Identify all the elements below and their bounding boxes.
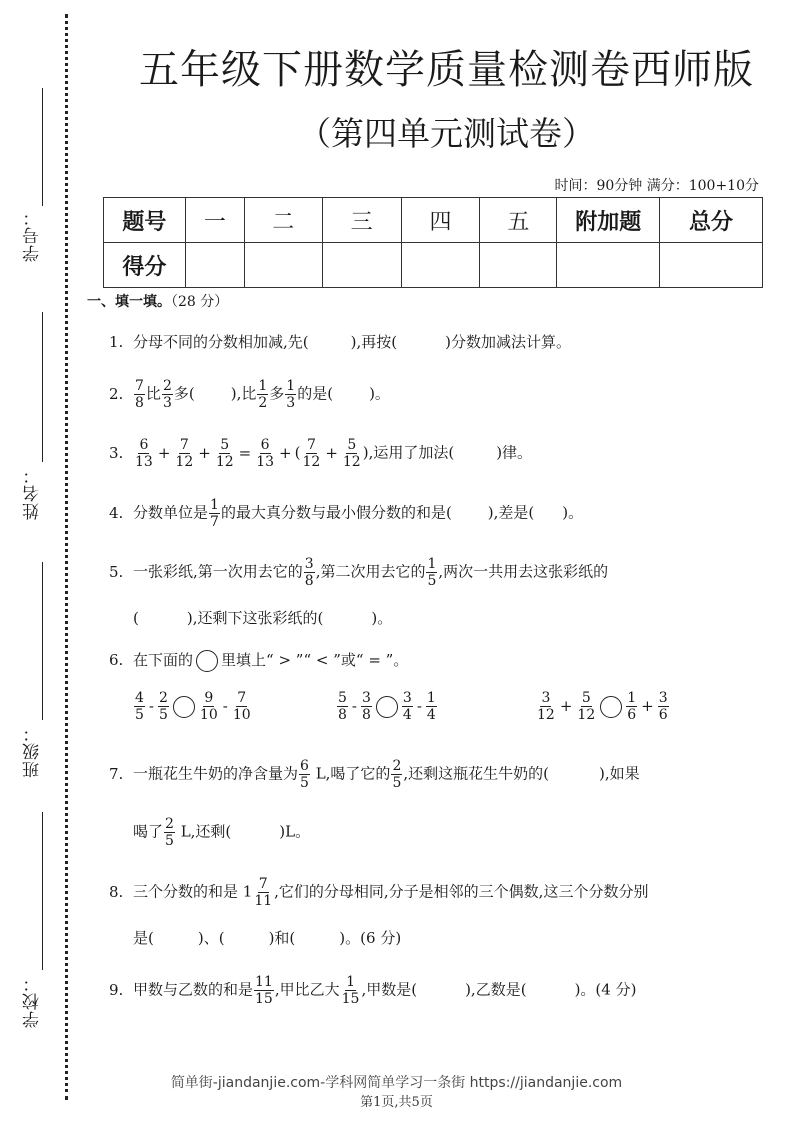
score-cell[interactable]	[185, 243, 244, 288]
question-number: 2.	[109, 384, 124, 403]
school-line[interactable]	[42, 812, 43, 970]
question-8-cont	[109, 926, 401, 950]
text: 的是(	[297, 384, 334, 403]
text: ),如果	[598, 764, 640, 783]
text: 比	[145, 384, 161, 403]
text: 多(	[173, 384, 195, 403]
text: L,喝了它的	[310, 764, 391, 783]
class-label: 班级：	[23, 724, 43, 778]
text: 三个分数的和是 1	[133, 882, 253, 901]
plus-sign: +	[157, 443, 171, 462]
header-cell: 一	[185, 198, 244, 243]
score-cell[interactable]	[244, 243, 322, 288]
cut-line	[65, 14, 68, 1100]
plus-sign: +	[325, 443, 338, 462]
compare-item-1: $\frac{4}{5}$ - $\frac{2}{5}$ $\frac{9}{10}$ - $\frac{7}{10}$	[135, 690, 251, 723]
question-number: 4.	[109, 503, 124, 522]
class-line[interactable]	[42, 562, 43, 720]
text: )分数加减法计算。	[445, 333, 571, 351]
text: ),再按(	[350, 333, 398, 351]
text: ),乙数是(	[465, 980, 527, 999]
question-2	[109, 378, 390, 411]
question-number: 9.	[109, 980, 124, 999]
fraction: $\frac{7}{12}$	[302, 437, 321, 470]
name-line[interactable]	[42, 312, 43, 462]
section-points: （28 分）	[171, 294, 229, 310]
text: 一张彩纸,第一次用去它的	[133, 562, 303, 581]
page-number: 第1页,共5页	[360, 1095, 433, 1110]
text: 里填上“ > ”“ < ”或“ = ”。	[221, 651, 409, 669]
paren: (	[294, 443, 301, 462]
plus-sign: +	[279, 443, 292, 462]
fraction: $\frac{3}{8}$	[304, 556, 314, 589]
fraction: $\frac{2}{3}$	[162, 378, 172, 411]
question-9: 9. 甲数与乙数的和是 $\frac{11}{15}$ ,甲比乙大 $\frac{1}{15}$ ,甲数是( ),乙数是( )。(4 分)	[109, 974, 637, 1007]
text: ,甲比乙大	[274, 980, 340, 999]
text: L,还剩(	[175, 822, 232, 841]
question-number: 5.	[109, 562, 124, 581]
question-6	[109, 648, 408, 672]
fraction: $\frac{1}{5}$	[427, 556, 437, 589]
text: ,还剩这瓶花生牛奶的(	[403, 764, 549, 783]
text: )律。	[496, 443, 533, 462]
header-cell: 二	[244, 198, 322, 243]
text: )。(4 分)	[574, 980, 637, 999]
text: )。	[562, 503, 584, 522]
fraction: $\frac{1}{7}$	[210, 497, 219, 530]
compare-circle[interactable]	[376, 696, 398, 718]
fraction: $\frac{6}{13}$	[256, 437, 275, 470]
compare-item-2: $\frac{5}{8}$ - $\frac{3}{8}$ $\frac{3}{4}$ - $\frac{1}{4}$	[338, 690, 436, 723]
text: (	[133, 609, 139, 627]
score-cell[interactable]	[480, 243, 557, 288]
text: 分母不同的分数相加减,先(	[133, 333, 309, 351]
score-row	[104, 243, 763, 288]
page-subtitle: （第四单元测试卷）	[298, 114, 595, 153]
student-id-line[interactable]	[42, 88, 43, 206]
circle-icon	[196, 650, 218, 672]
fraction: $\frac{7}{12}$	[175, 437, 194, 470]
text: 是(	[133, 929, 154, 947]
text: ,两次一共用去这张彩纸的	[438, 562, 609, 581]
question-1	[109, 330, 571, 354]
question-7-cont: 喝了 $\frac{2}{5}$ L,还剩( )L。	[133, 816, 311, 849]
fraction: $\frac{5}{12}$	[342, 437, 361, 470]
page-title: 五年级下册数学质量检测卷西师版	[139, 47, 754, 93]
text: )、(	[197, 929, 225, 947]
score-cell[interactable]	[322, 243, 401, 288]
section-title: 一、填一填。	[87, 294, 171, 310]
question-3	[109, 437, 532, 470]
text: 在下面的	[133, 651, 194, 669]
header-cell: 附加题	[557, 198, 660, 243]
text: 甲数与乙数的和是	[133, 980, 254, 999]
text: 喝了	[133, 822, 164, 841]
text: ,甲数是(	[361, 980, 418, 999]
equals-sign: =	[238, 443, 252, 462]
row-label: 得分	[104, 243, 186, 288]
text: ),比	[230, 384, 257, 403]
text: )L。	[279, 822, 311, 841]
compare-circle[interactable]	[173, 696, 195, 718]
header-cell: 四	[401, 198, 480, 243]
text: )。	[371, 609, 393, 627]
header-cell: 五	[480, 198, 557, 243]
question-5	[109, 556, 608, 589]
score-cell[interactable]	[401, 243, 480, 288]
text: )和(	[268, 929, 296, 947]
exam-meta: 时间：90分钟 满分：100+10分	[554, 178, 759, 194]
question-8: 8. 三个分数的和是 1 $\frac{7}{11}$ ,它们的分母相同,分子是相邻的三个偶数,这三个分数分别	[109, 876, 649, 909]
text: ,运用了加法(	[368, 443, 455, 462]
score-table-header	[104, 198, 763, 243]
question-number: 1.	[109, 333, 124, 351]
question-number: 7.	[109, 764, 124, 783]
text: )。(6 分)	[339, 929, 402, 947]
fraction: $\frac{1}{3}$	[286, 378, 296, 411]
fraction: $\frac{1}{2}$	[258, 378, 268, 411]
fraction: $\frac{7}{8}$	[135, 378, 144, 411]
question-5-cont	[109, 606, 392, 630]
compare-circle[interactable]	[600, 696, 622, 718]
text: ),差是(	[487, 503, 535, 522]
score-table	[103, 197, 763, 288]
paren: )	[362, 443, 369, 462]
score-cell[interactable]	[557, 243, 660, 288]
compare-item-3: $\frac{3}{12}$ + $\frac{5}{12}$ $\frac{1}{6}$ + $\frac{3}{6}$	[537, 690, 668, 723]
header-cell: 总分	[660, 198, 763, 243]
fraction: $\frac{6}{13}$	[135, 437, 153, 470]
text: 的最大真分数与最小假分数的和是(	[220, 503, 452, 522]
text: 分数单位是	[133, 503, 209, 522]
question-4	[109, 497, 583, 530]
text: ,它们的分母相同,分子是相邻的三个偶数,这三个分数分别	[274, 882, 649, 901]
text: )。	[369, 384, 390, 403]
section-heading	[87, 291, 228, 311]
fraction: $\frac{5}{12}$	[215, 437, 234, 470]
question-number: 6.	[109, 651, 124, 669]
student-id-label: 学号：	[23, 208, 43, 262]
text: 多	[269, 384, 285, 403]
question-number: 3.	[109, 443, 124, 462]
school-label: 学校：	[23, 974, 43, 1028]
text: ),还剩下这张彩纸的(	[186, 609, 324, 627]
name-label: 姓名：	[23, 466, 43, 520]
question-7: 7. 一瓶花生牛奶的净含量为 $\frac{6}{5}$ L,喝了它的 $\frac{2}{5}$ ,还剩这瓶花生牛奶的( ),如果	[109, 758, 640, 791]
text: 一瓶花生牛奶的净含量为	[133, 764, 299, 783]
header-cell: 三	[322, 198, 401, 243]
question-number: 8.	[109, 882, 124, 901]
header-cell: 题号	[104, 198, 186, 243]
score-cell[interactable]	[660, 243, 763, 288]
footer-watermark: 简单街-jiandanjie.com-学科网简单学习一条街 https://jiandanjie.com	[170, 1075, 623, 1091]
text: ,第二次用去它的	[315, 562, 426, 581]
plus-sign: +	[198, 443, 211, 462]
